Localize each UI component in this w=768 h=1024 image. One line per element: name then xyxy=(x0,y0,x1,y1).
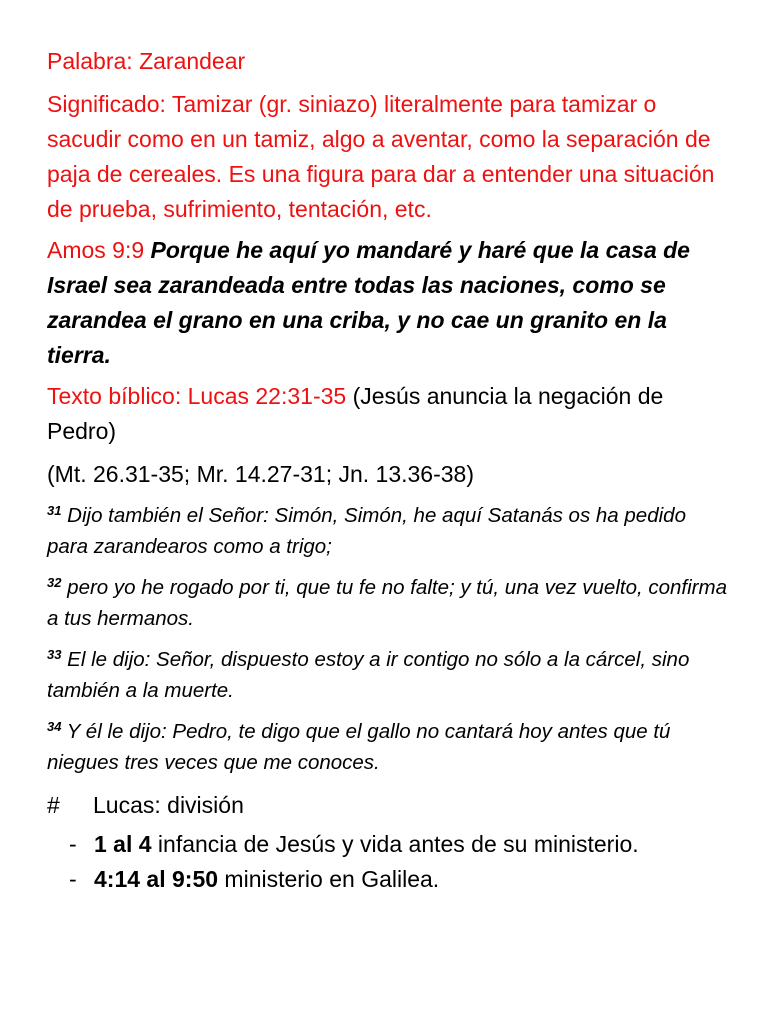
word-heading xyxy=(47,44,728,79)
division-range: 1 al 4 xyxy=(94,831,152,857)
word-value: Zarandear xyxy=(139,48,246,74)
division-text: infancia de Jesús y vida antes de su ministerio. xyxy=(151,831,639,857)
hash-mark: # xyxy=(47,792,60,818)
division-range: 4:14 al 9:50 xyxy=(94,866,219,892)
division-text: ministerio en Galilea. xyxy=(218,866,440,892)
verse-text: Y él le dijo: Pedro, te digo que el gallo no cantará hoy antes que tú niegues tres veces que me conoces. xyxy=(47,720,671,774)
meaning-text: Tamizar (gr. siniazo) literalmente para tamizar o sacudir como en un tamiz, algo a aventar, como la separación de paja de cereales. Es una figura para dar a entender una situación de prueba, sufrimiento, tentación, etc. xyxy=(47,91,715,222)
list-dash: - xyxy=(69,831,77,857)
verse-text: Dijo también el Señor: Simón, Simón, he aquí Satanás os ha pedido para zarandearos como a trigo; xyxy=(47,504,686,558)
bible-text-note: (Jesús anuncia la negación de Pedro) xyxy=(47,383,664,444)
meaning-label: Significado: xyxy=(47,91,172,117)
word-label: Palabra: xyxy=(47,48,140,74)
division-list xyxy=(47,827,728,897)
meaning-paragraph xyxy=(47,87,728,227)
verse-33 xyxy=(47,644,728,706)
verse-number: 31 xyxy=(47,503,62,518)
verse-number: 34 xyxy=(47,719,62,734)
division-heading xyxy=(47,788,728,823)
list-dash: - xyxy=(69,866,77,892)
bible-text-label: Texto bíblico: Lucas 22:31-35 xyxy=(47,383,347,409)
verse-31 xyxy=(47,500,728,562)
verse-34 xyxy=(47,716,728,778)
parallel-references: (Mt. 26.31-35; Mr. 14.27-31; Jn. 13.36-38) xyxy=(47,461,475,487)
division-title: Lucas: división xyxy=(93,792,244,818)
verse-number: 32 xyxy=(47,575,62,590)
list-item xyxy=(69,827,728,862)
amos-reference: Amos 9:9 xyxy=(47,237,145,263)
list-item xyxy=(69,862,728,897)
bible-text-heading xyxy=(47,379,728,449)
amos-quote: Porque he aquí yo mandaré y haré que la casa de Israel sea zarandeada entre todas las naciones, como se zarandea el grano en una criba, y no cae un granito en la tierra. xyxy=(47,237,690,368)
amos-paragraph xyxy=(47,233,728,373)
verse-32 xyxy=(47,572,728,634)
verse-text: pero yo he rogado por ti, que tu fe no falte; y tú, una vez vuelto, confirma a tus hermanos. xyxy=(47,576,727,630)
verse-text: El le dijo: Señor, dispuesto estoy a ir contigo no sólo a la cárcel, sino también a la muerte. xyxy=(47,648,690,702)
verse-number: 33 xyxy=(47,647,62,662)
